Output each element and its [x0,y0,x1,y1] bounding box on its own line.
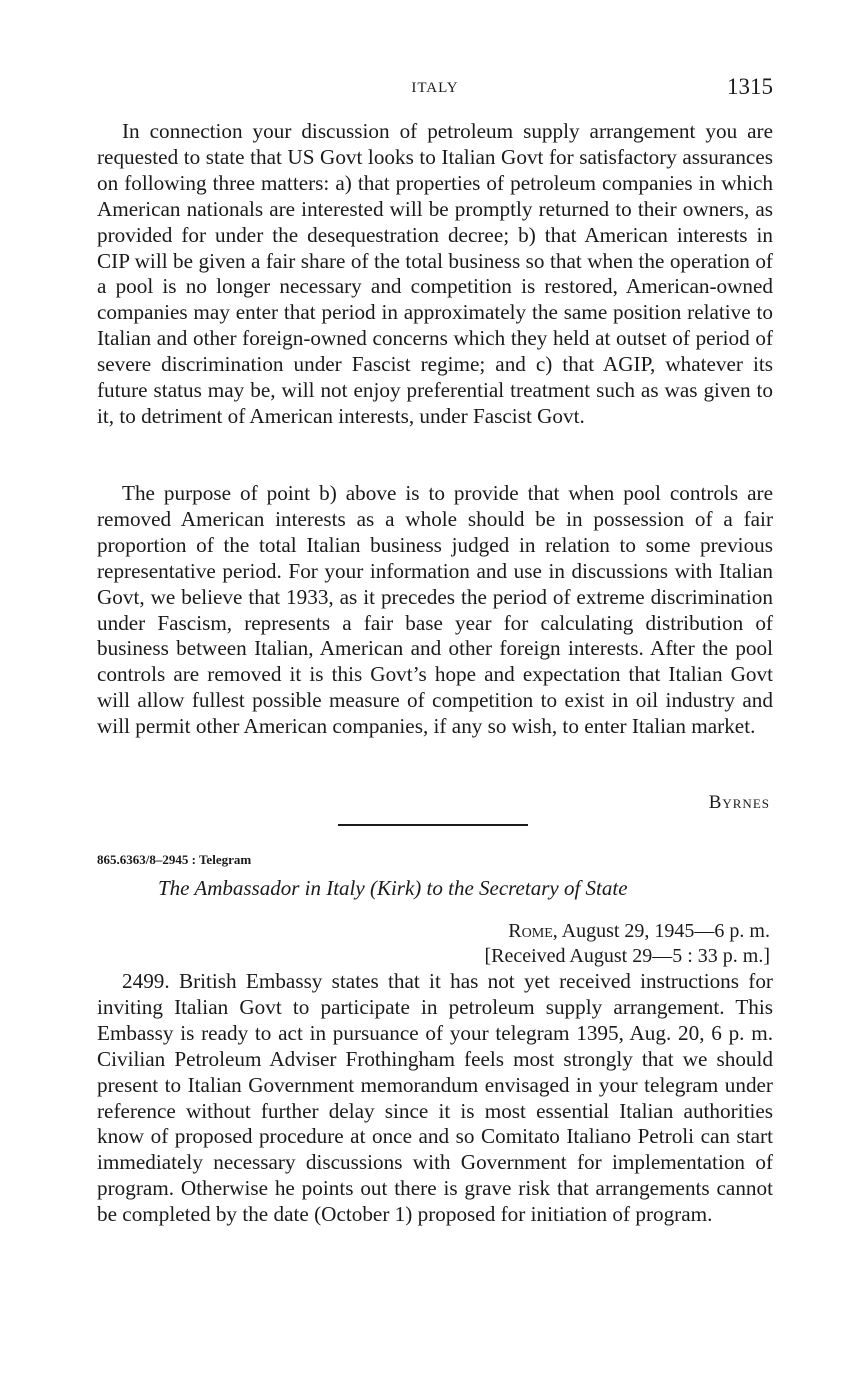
section-divider [338,824,528,826]
paragraph-petroleum-assurances [97,119,773,430]
telegram-2499-body [97,969,773,1228]
paragraph-text: In connection your discussion of petroleum supply arrangement you are requested to state that US Govt looks to Italian Govt for satisfactory assurances on following three matters: a) that properties of petroleum companies in which American nationals are interested will be promptly returned to their owners, as provided for under the desequestration decree; b) that American interests in CIP will be given a fair share of the total business so that when the operation of a pool is no longer necessary and competition is restored, American-owned companies may enter that period in approximately the same position relative to Italian and other foreign-owned concerns which they held at outset of period of severe discrimination under Fascist regime; and c) that AGIP, whatever its future status may be, will not enjoy preferential treatment such as was given to it, to detriment of American interests, under Fascist Govt. [97,119,773,428]
paragraph-point-b-purpose [97,481,773,740]
paragraph-text: 2499. British Embassy states that it has not yet received instructions for inviting Italian Govt to participate in petroleum supply arrangement. This Embassy is ready to act in pursuance of your telegram 1395, Aug. 20, 6 p. m. Civilian Petroleum Adviser Frothingham feels most strongly that we should present to Italian Government memorandum envisaged in your telegram under reference without further delay since it is most essential Italian authorities know of proposed procedure at once and so Comitato Italiano Petroli can start immediately necessary discussions with Government for implementation of program. Otherwise he points out there is grave risk that arrangements cannot be completed by the date (October 1) proposed for initiation of program. [97,969,773,1227]
file-reference: 865.6363/8–2945 : Telegram [97,852,252,867]
received-line: [Received August 29—5 : 33 p. m.] [484,945,770,967]
paragraph-text: The purpose of point b) above is to provide that when pool controls are removed American interests as a whole should be in possession of a fair proportion of the total Italian business judged in relation to some previous representative period. For your information and use in discussions with Italian Govt, we believe that 1933, as it precedes the period of extreme discrimination under Fascism, represents a fair base year for calculating distribution of business between Italian, American and other foreign interests. After the pool controls are removed it is this Govt’s hope and expectation that Italian Govt will allow fullest possible measure of competition to exist in oil industry and will permit other American companies, if any so wish, to enter Italian market. [97,481,773,739]
signature-byrnes: Byrnes [708,792,770,813]
document-heading: The Ambassador in Italy (Kirk) to the Secretary of State [158,876,628,900]
page-number: 1315 [727,74,773,99]
running-title: ITALY [411,80,459,96]
dateline [508,920,770,943]
running-head [97,76,773,102]
dateline-place: Rome [508,920,553,942]
dateline-date: , August 29, 1945—6 p. m. [552,920,770,942]
